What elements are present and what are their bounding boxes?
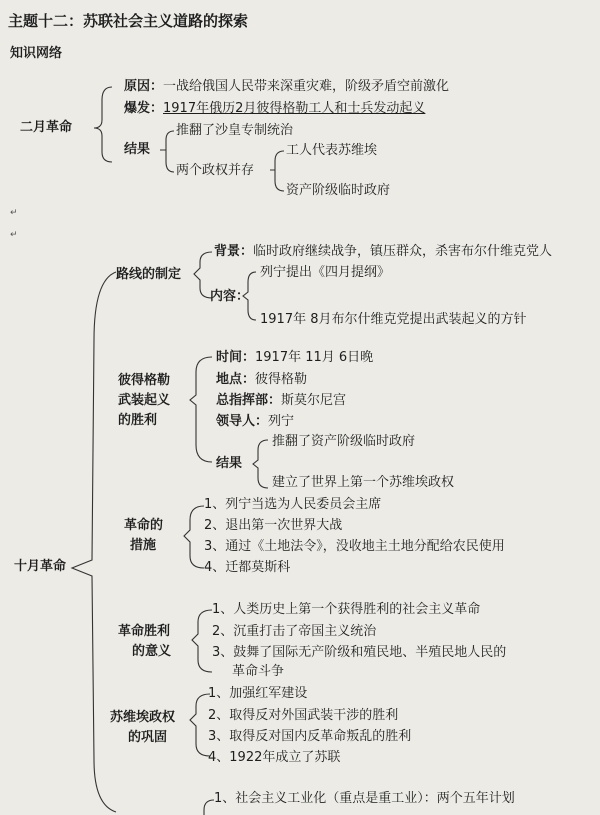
uprising-result-1: 推翻了资产阶级临时政府 — [272, 434, 416, 449]
measures-item: 3、通过《土地法令》，没收地主土地分配给农民使用 — [204, 539, 505, 554]
uprising-place — [216, 372, 307, 388]
measures-label-2: 措施 — [130, 538, 157, 553]
feb-result-1: 推翻了沙皇专制统治 — [176, 123, 294, 138]
line-bg-label: 背景： — [214, 244, 254, 259]
line-content-label: 内容： — [210, 289, 250, 304]
significance-item: 1、人类历史上第一个获得胜利的社会主义革命 — [212, 602, 481, 617]
uprising-hq-text: 斯莫尔尼宫 — [281, 393, 347, 408]
uprising-label-2: 武装起义 — [118, 393, 171, 408]
feb-outbreak-text: 1917年俄历2月彼得格勒工人和士兵发动起义 — [163, 101, 426, 116]
uprising-time-text: 1917年 11月 6日晚 — [255, 350, 374, 365]
feb-outbreak-label: 爆发： — [124, 101, 164, 116]
feb-cause-label: 原因： — [124, 79, 164, 94]
uprising-result-label: 结果 — [216, 456, 243, 471]
consolidation-item: 3、取得反对国内反革命叛乱的胜利 — [208, 729, 412, 744]
feb-cause-text: 一战给俄国人民带来深重灾难，阶级矛盾空前激化 — [163, 79, 450, 94]
line-content-2: 1917年 8月布尔什维克党提出武装起义的方针 — [260, 312, 527, 327]
consolidation-item: 4、1922年成立了苏联 — [208, 750, 341, 765]
significance-item-cont: 革命斗争 — [232, 664, 285, 679]
feb-revolution-label: 二月革命 — [20, 120, 73, 135]
uprising-brace — [190, 357, 212, 462]
section-subtitle: 知识网络 — [10, 46, 63, 61]
paragraph-mark-icon: ↵ — [10, 208, 18, 218]
consolidation-brace — [190, 694, 210, 756]
uprising-hq-label: 总指挥部： — [216, 393, 282, 408]
feb-result-2: 两个政权并存 — [176, 163, 255, 178]
measures-item: 2、退出第一次世界大战 — [204, 518, 343, 533]
uprising-leader-label: 领导人： — [216, 414, 269, 429]
uprising-place-label: 地点： — [216, 372, 256, 387]
page-title: 主题十二：苏联社会主义道路的探索 — [8, 12, 249, 30]
consolidation-label-2: 的巩固 — [128, 730, 168, 745]
significance-label-1: 革命胜利 — [118, 624, 171, 639]
significance-brace — [192, 610, 212, 672]
oct-brace — [72, 272, 116, 812]
measures-item: 4、迁都莫斯科 — [204, 560, 291, 575]
oct-revolution-label: 十月革命 — [14, 559, 67, 574]
consolidation-label-1: 苏维埃政权 — [110, 710, 176, 725]
uprising-label-3: 的胜利 — [118, 413, 158, 428]
uprising-result-2: 建立了世界上第一个苏维埃政权 — [272, 475, 455, 490]
significance-label-2: 的意义 — [132, 644, 172, 659]
uprising-result-brace — [253, 440, 268, 488]
partial-item: 1、社会主义工业化（重点是重工业）：两个五年计划 — [214, 791, 515, 806]
measures-item: 1、列宁当选为人民委员会主席 — [204, 497, 382, 512]
uprising-time-label: 时间： — [216, 350, 256, 365]
significance-item: 3、鼓舞了国际无产阶级和殖民地、半殖民地人民的 — [212, 645, 507, 660]
consolidation-item: 1、加强红军建设 — [208, 686, 308, 701]
line-bg — [214, 244, 552, 260]
measures-brace — [184, 506, 204, 568]
feb-outbreak — [124, 101, 425, 117]
line-bg-text: 临时政府继续战争，镇压群众，杀害布尔什维克党人 — [253, 244, 553, 259]
uprising-leader-text: 列宁 — [268, 414, 295, 429]
feb-result-brace — [160, 131, 174, 172]
consolidation-item: 2、取得反对外国武装干涉的胜利 — [208, 708, 399, 723]
uprising-hq — [216, 393, 346, 409]
partial-brace — [204, 800, 214, 815]
significance-item: 2、沉重打击了帝国主义统治 — [212, 624, 377, 639]
uprising-time — [216, 350, 373, 366]
uprising-label-1: 彼得格勒 — [118, 373, 171, 388]
measures-label-1: 革命的 — [124, 518, 164, 533]
paragraph-mark-icon: ↵ — [10, 230, 18, 240]
feb-regime-2: 资产阶级临时政府 — [286, 183, 391, 198]
line-content-1: 列宁提出《四月提纲》 — [260, 265, 391, 280]
regime-brace — [270, 151, 284, 191]
feb-regime-1: 工人代表苏维埃 — [286, 143, 378, 158]
feb-result-label: 结果 — [124, 142, 151, 157]
feb-brace — [94, 87, 112, 162]
uprising-leader — [216, 414, 294, 430]
uprising-place-text: 彼得格勒 — [255, 372, 308, 387]
line-label: 路线的制定 — [116, 267, 182, 282]
feb-cause — [124, 79, 449, 95]
